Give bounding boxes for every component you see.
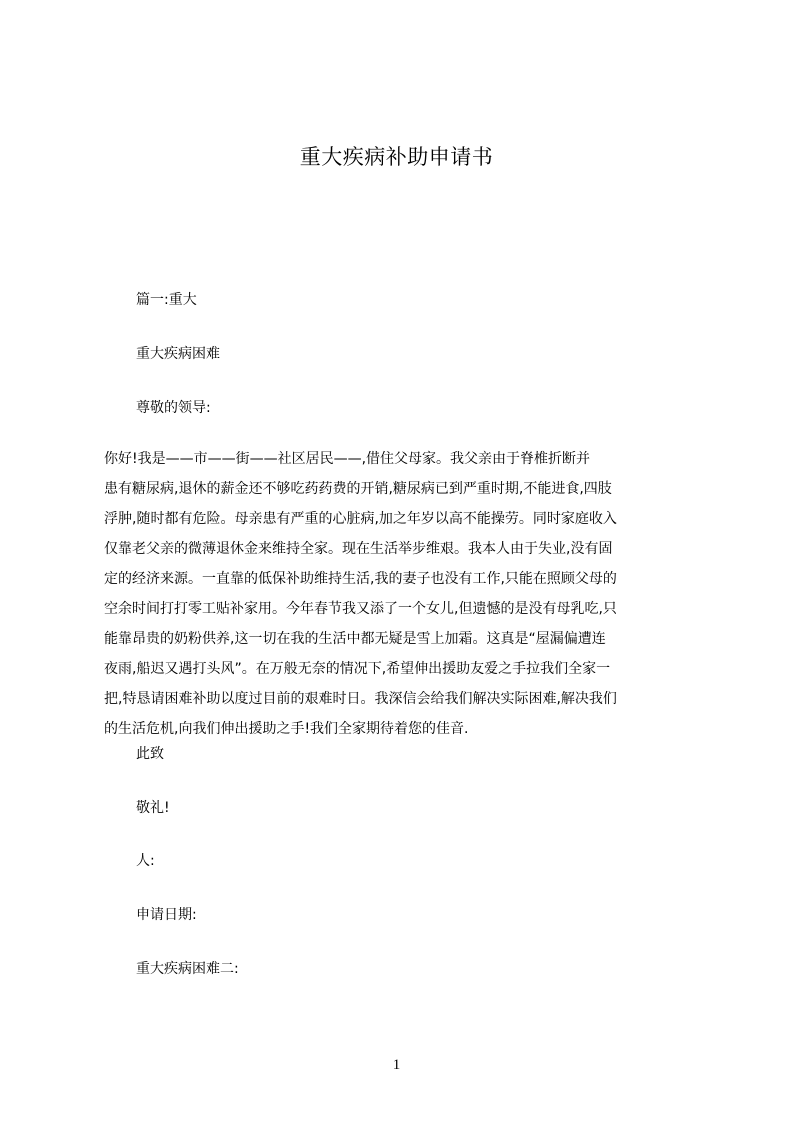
body-line: 定的经济来源。一直靠的低保补助维持生活,我的妻子也没有工作,只能在照顾父母的 [104, 571, 617, 587]
body-line: 患有糖尿病,退休的薪金还不够吃药药费的开销,糖尿病已到严重时期,不能进食,四肢 [104, 481, 612, 497]
body-line: 仅靠老父亲的微薄退休金来维持全家。现在生活举步维艰。我本人由于失业,没有固 [104, 541, 613, 557]
body-line: 夜雨,船迟又遇打头风”。在万般无奈的情况下,希望伸出援助友爱之手拉我们全家一 [104, 661, 611, 677]
body-line: 空余时间打打零工贴补家用。今年春节我又添了一个女儿,但遗憾的是没有母乳吃,只 [104, 601, 617, 617]
page-number: 1 [392, 1057, 401, 1073]
subheading: 重大疾病困难 [136, 346, 220, 362]
document-title: 重大疾病补助申请书 [299, 145, 494, 169]
body-line: 浮肿,随时都有危险。母亲患有严重的心脏病,加之年岁以高不能操劳。同时家庭收入 [104, 511, 617, 527]
closing-line-2: 敬礼! [136, 800, 170, 816]
date-label: 申请日期: [136, 907, 197, 923]
salutation: 尊敬的领导: [136, 400, 211, 416]
body-line: 你好!我是——市——街——社区居民——,借住父母家。我父亲由于脊椎折断并 [104, 451, 591, 467]
body-line: 把,特恳请困难补助以度过目前的艰难时日。我深信会给我们解决实际困难,解决我们 [104, 691, 617, 707]
body-line: 能靠昂贵的奶粉供养,这一切在我的生活中都无疑是雪上加霜。这真是“屋漏偏遭连 [104, 631, 606, 647]
applicant-label: 人: [136, 853, 155, 869]
body-paragraph [104, 449, 698, 749]
next-section-heading: 重大疾病困难二: [136, 961, 239, 977]
closing-line-1: 此致 [136, 746, 164, 762]
body-line: 的生活危机,向我们伸出援助之手!我们全家期待着您的佳音. [104, 721, 469, 737]
section-heading: 篇一:重大 [136, 292, 197, 308]
